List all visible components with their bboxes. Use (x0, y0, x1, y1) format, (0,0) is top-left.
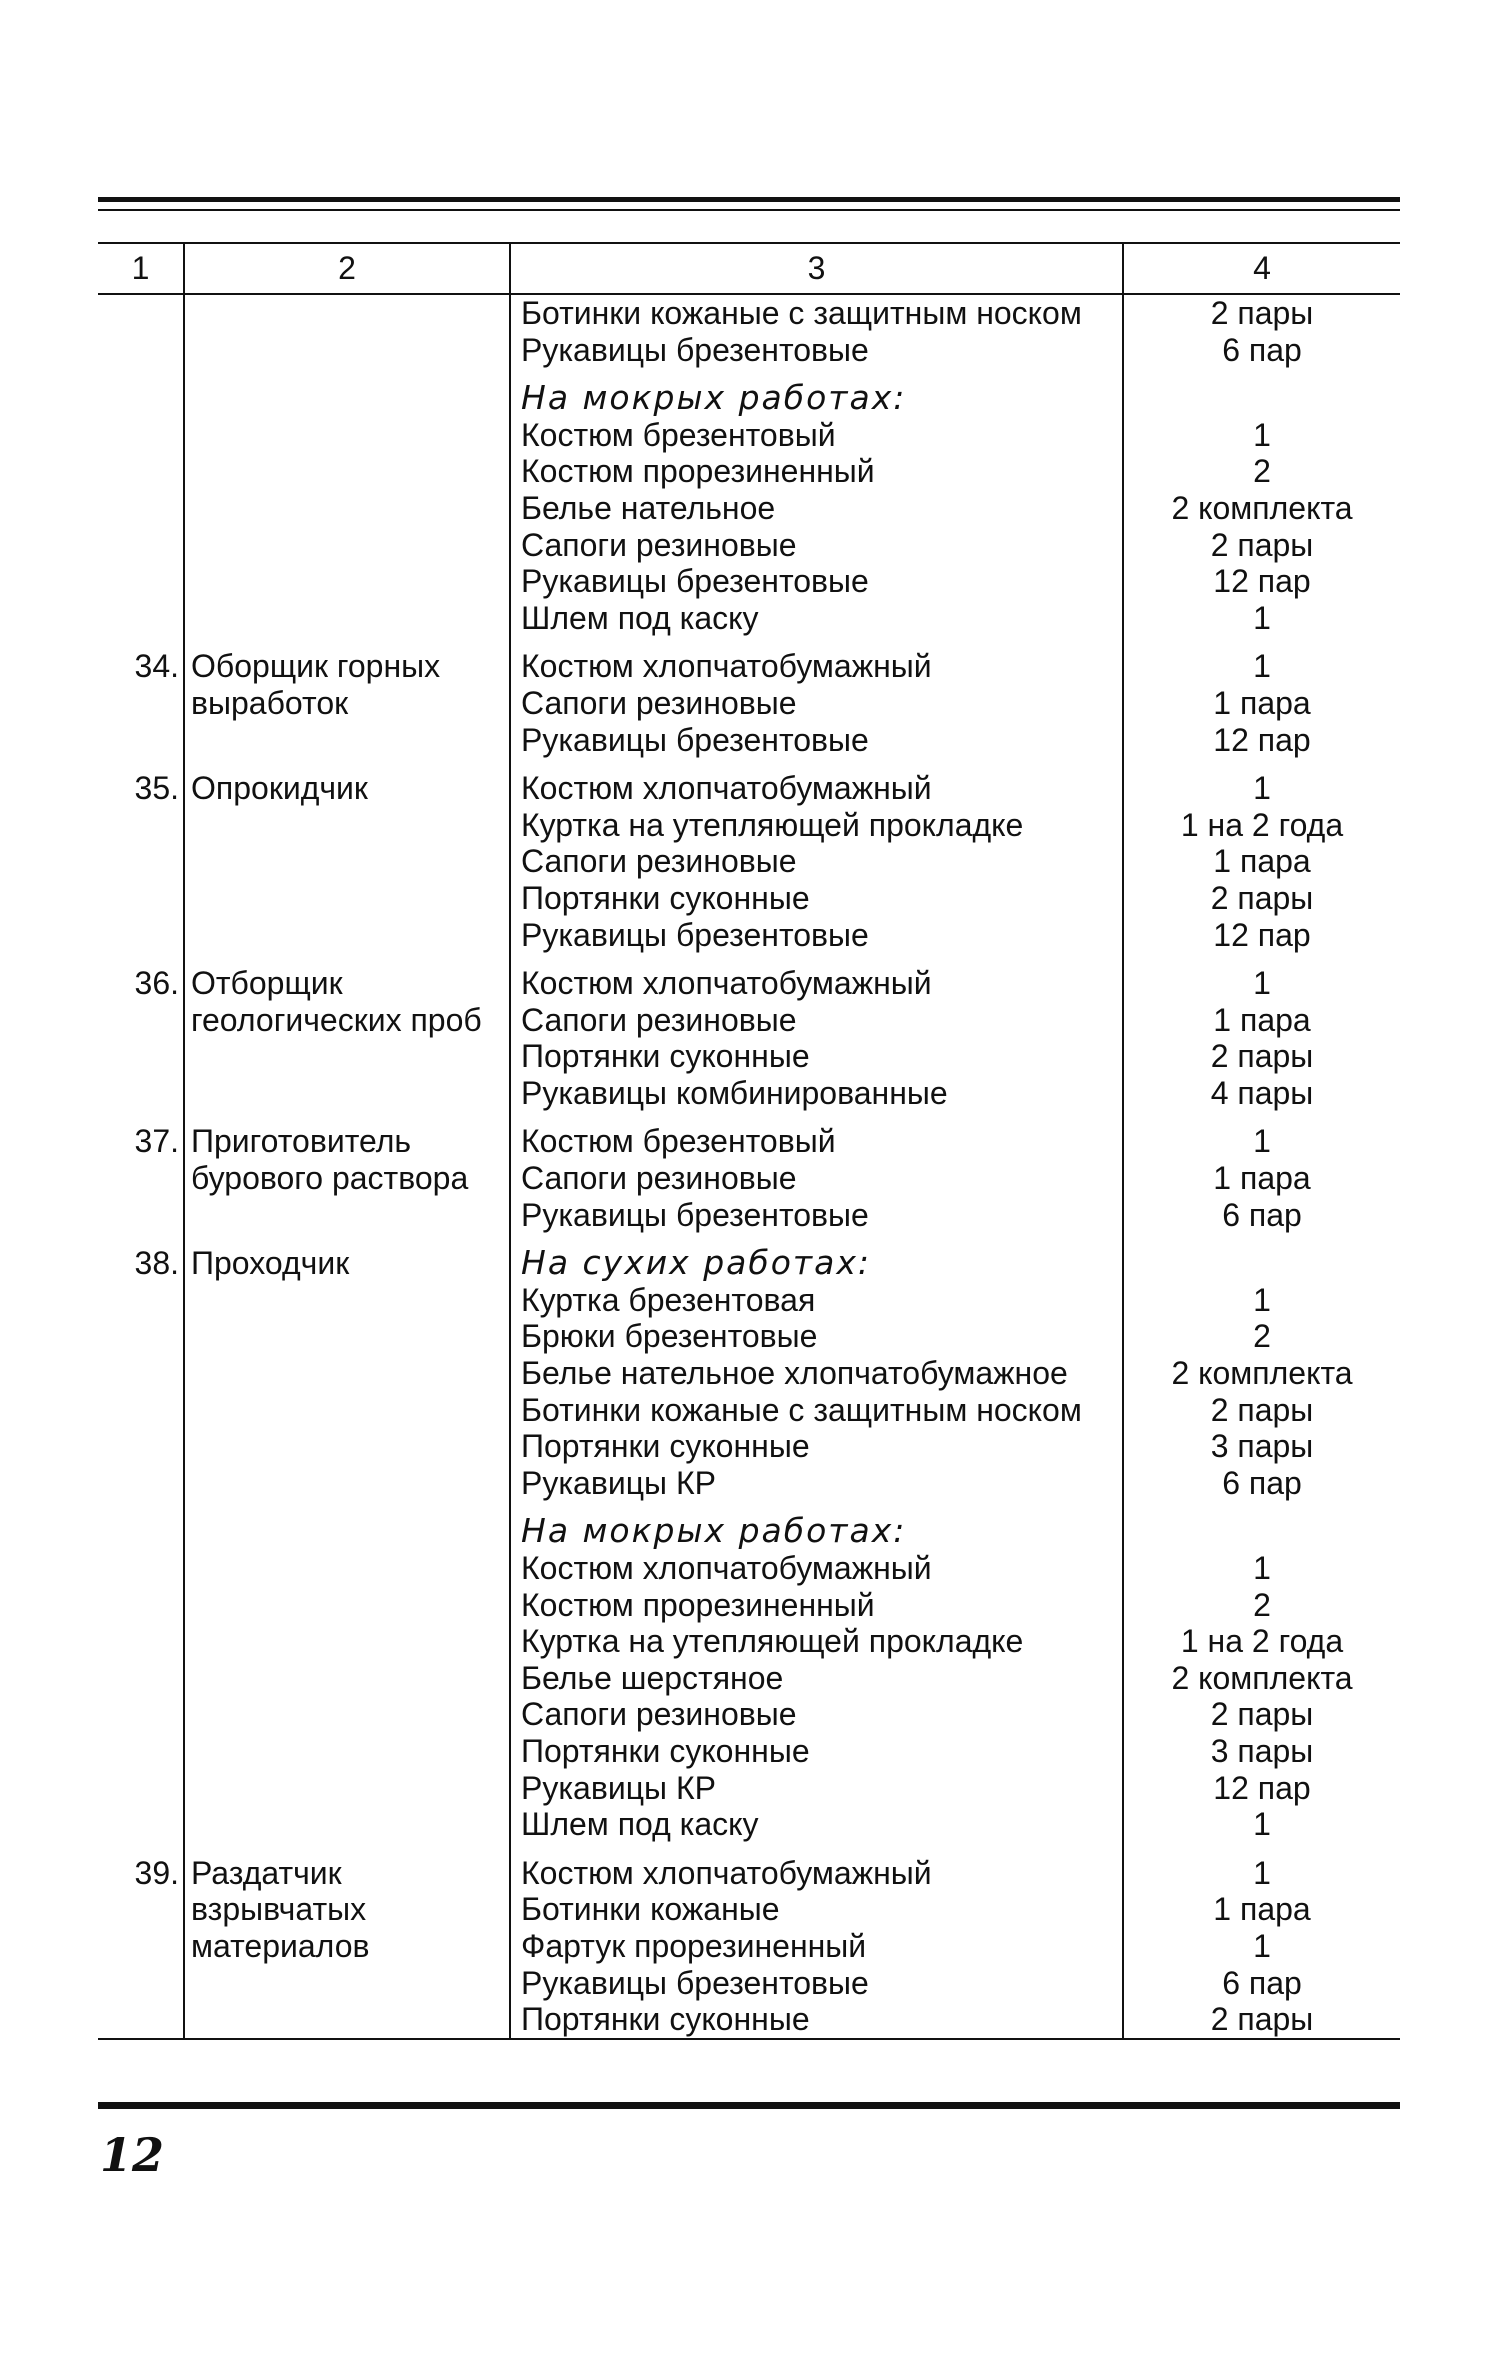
table-body (98, 294, 1400, 2039)
profession-name-line: Приготовитель (191, 1123, 412, 1160)
page-number: 12 (100, 2128, 165, 2182)
item-quantity: 1 пара (1213, 1891, 1311, 1928)
profession-cell (184, 1123, 510, 1245)
row-spacer (1124, 1501, 1400, 1513)
item-name: Ботинки кожаные с защитным носком (521, 295, 1082, 331)
header-col-3: 3 (510, 243, 1123, 294)
item-name: Куртка на утепляющей прокладке (521, 1623, 1024, 1660)
item-name: Куртка брезентовая (521, 1281, 816, 1318)
row-spacer (521, 953, 1122, 965)
quantity-blank (1124, 1245, 1400, 1282)
items-cell (510, 294, 1123, 648)
item-name: Ботинки кожаные (521, 1891, 780, 1928)
item-name: Портянки суконные (521, 1428, 810, 1465)
item-name: Рукавицы брезентовые (521, 721, 869, 758)
item-quantity: 1 (1253, 965, 1271, 1002)
profession-name-line: материалов (191, 1927, 370, 1964)
item-quantity: 1 на 2 года (1180, 806, 1344, 843)
item-name: Костюм хлопчатобумажный (521, 770, 932, 807)
row-number: 39. (134, 1854, 179, 1891)
item-quantity: 2 пары (1210, 1696, 1314, 1733)
item-name: Портянки суконные (521, 2001, 810, 2038)
row-number-cell (98, 965, 184, 1123)
profession-name-line: Опрокидчик (191, 770, 368, 807)
table-row (98, 648, 1400, 770)
item-name: Сапоги резиновые (521, 1696, 797, 1733)
row-spacer (1124, 368, 1400, 380)
clothing-norms-table (98, 242, 1400, 2040)
item-quantity: 1 пара (1213, 684, 1311, 721)
row-spacer (1124, 1111, 1400, 1123)
item-quantity: 1 (1253, 599, 1271, 636)
item-name: Белье шерстяное (521, 1659, 784, 1696)
item-quantity: 1 (1253, 1550, 1271, 1586)
row-spacer (521, 1111, 1122, 1123)
row-spacer (521, 1843, 1122, 1855)
row-spacer (521, 636, 1122, 648)
row-spacer (1124, 758, 1400, 770)
quantity-cell (1123, 965, 1400, 1123)
header-col-4: 4 (1123, 243, 1400, 294)
profession-name-line: выработок (191, 684, 349, 721)
profession-name-line (191, 295, 509, 332)
item-name: Сапоги резиновые (521, 1160, 797, 1197)
items-cell (510, 965, 1123, 1123)
profession-cell (184, 965, 510, 1123)
profession-cell (184, 294, 510, 648)
item-name: Рукавицы брезентовые (521, 563, 869, 600)
item-quantity: 2 пары (1210, 1038, 1314, 1075)
item-quantity: 1 (1253, 1123, 1271, 1160)
quantity-blank (1124, 380, 1400, 417)
item-quantity: 6 пар (1222, 1964, 1302, 2001)
item-name: Фартук прорезиненный (521, 1927, 867, 1964)
item-quantity: 6 пар (1222, 1196, 1302, 1233)
item-quantity: 6 пар (1222, 1464, 1302, 1501)
item-quantity: 1 (1253, 648, 1271, 685)
item-quantity: 1 (1253, 1854, 1271, 1891)
profession-cell (184, 1855, 510, 2039)
items-cell (510, 1123, 1123, 1245)
item-quantity: 12 пар (1213, 563, 1311, 600)
item-quantity: 1 на 2 года (1180, 1623, 1344, 1660)
row-spacer (1124, 636, 1400, 648)
item-quantity: 2 пары (1210, 2001, 1314, 2038)
item-name: Белье нательное (521, 489, 776, 526)
item-quantity: 1 (1253, 416, 1271, 453)
profession-name-line: Проходчик (191, 1245, 350, 1282)
item-quantity: 1 пара (1213, 1160, 1311, 1197)
row-number: 34. (134, 648, 179, 685)
top-rule-thin (98, 209, 1400, 211)
item-name: Рукавицы брезентовые (521, 1196, 869, 1233)
row-number-cell (98, 648, 184, 770)
profession-name-line: Оборщик горных (191, 648, 441, 685)
item-name: Костюм прорезиненный (521, 453, 875, 490)
table-header (98, 243, 1400, 294)
item-quantity: 2 (1253, 1318, 1271, 1355)
item-name: Костюм прорезиненный (521, 1586, 875, 1623)
item-quantity: 1 (1253, 770, 1271, 807)
item-quantity: 2 (1253, 1586, 1271, 1623)
item-name: Куртка на утепляющей прокладке (521, 806, 1024, 843)
item-name: Сапоги резиновые (521, 1001, 797, 1038)
row-number-cell (98, 1855, 184, 2039)
table-row (98, 294, 1400, 648)
item-quantity: 3 пары (1210, 1428, 1314, 1465)
quantity-cell (1123, 1855, 1400, 2039)
item-name: Рукавицы КР (521, 1769, 716, 1806)
item-quantity: 1 (1253, 1927, 1271, 1964)
row-number: 37. (134, 1123, 179, 1160)
profession-cell (184, 770, 510, 965)
item-name: Костюм хлопчатобумажный (521, 648, 932, 685)
item-quantity: 12 пар (1213, 1769, 1311, 1806)
profession-name-line: бурового раствора (191, 1160, 469, 1197)
item-quantity: 2 пары (1210, 1391, 1314, 1428)
table-row (98, 965, 1400, 1123)
item-name: Портянки суконные (521, 1732, 810, 1769)
row-spacer (1124, 1233, 1400, 1245)
row-number-cell (98, 294, 184, 648)
subheading: На сухих работах: (521, 1243, 871, 1283)
profession-name-line: Отборщик (191, 965, 343, 1002)
row-number-cell (98, 1245, 184, 1855)
item-name: Костюм брезентовый (521, 1123, 836, 1160)
item-quantity: 12 пар (1213, 721, 1311, 758)
item-quantity: 2 пары (1210, 526, 1314, 563)
quantity-cell (1123, 770, 1400, 965)
item-name: Шлем под каску (521, 599, 759, 636)
item-name: Костюм хлопчатобумажный (521, 1854, 932, 1891)
item-quantity: 1 (1253, 1281, 1271, 1318)
item-name: Костюм хлопчатобумажный (521, 965, 932, 1002)
row-number (98, 295, 179, 332)
item-quantity: 2 комплекта (1171, 1659, 1353, 1696)
item-quantity: 1 (1253, 1806, 1271, 1843)
items-cell (510, 1855, 1123, 2039)
item-name: Сапоги резиновые (521, 526, 797, 563)
item-name: Рукавицы брезентовые (521, 1964, 869, 2001)
quantity-cell (1123, 648, 1400, 770)
item-quantity: 12 пар (1213, 916, 1311, 953)
top-rule-thick (98, 197, 1400, 202)
subheading: На мокрых работах: (521, 378, 907, 418)
row-spacer (521, 758, 1122, 770)
header-row (98, 243, 1400, 294)
item-name: Рукавицы брезентовые (521, 916, 869, 953)
profession-name-line: Раздатчик (191, 1854, 342, 1891)
profession-cell (184, 1245, 510, 1855)
profession-cell (184, 648, 510, 770)
profession-name-line: взрывчатых (191, 1891, 367, 1928)
row-spacer (1124, 953, 1400, 965)
item-quantity: 1 пара (1213, 1001, 1311, 1038)
row-number: 38. (134, 1245, 179, 1282)
quantity-cell (1123, 1123, 1400, 1245)
table-row (98, 1123, 1400, 1245)
item-quantity: 2 комплекта (1171, 489, 1353, 526)
item-name: Рукавицы комбинированные (521, 1074, 948, 1111)
items-cell (510, 1245, 1123, 1855)
item-quantity: 6 пар (1222, 331, 1302, 368)
item-name: Портянки суконные (521, 1038, 810, 1075)
item-name: Костюм брезентовый (521, 416, 836, 453)
items-cell (510, 770, 1123, 965)
row-number-cell (98, 770, 184, 965)
item-name: Ботинки кожаные с защитным носком (521, 1391, 1082, 1428)
row-number-cell (98, 1123, 184, 1245)
table-row (98, 1245, 1400, 1855)
item-quantity: 3 пары (1210, 1732, 1314, 1769)
item-name: Сапоги резиновые (521, 684, 797, 721)
quantity-cell (1123, 294, 1400, 648)
item-name: Сапоги резиновые (521, 843, 797, 880)
item-name: Портянки суконные (521, 879, 810, 916)
item-name: Рукавицы КР (521, 1464, 716, 1501)
profession-name-line: геологических проб (191, 1001, 482, 1038)
item-quantity: 2 комплекта (1171, 1355, 1353, 1392)
bottom-rule (98, 2102, 1400, 2109)
row-number: 35. (134, 770, 179, 807)
header-col-2: 2 (184, 243, 510, 294)
items-cell (510, 648, 1123, 770)
table-row (98, 1855, 1400, 2039)
subheading: На мокрых работах: (521, 1511, 907, 1551)
item-name: Белье нательное хлопчатобумажное (521, 1355, 1068, 1392)
quantity-blank (1124, 1513, 1400, 1550)
item-name: Шлем под каску (521, 1806, 759, 1843)
item-name: Рукавицы брезентовые (521, 331, 869, 368)
item-quantity: 2 (1253, 453, 1271, 490)
header-col-1: 1 (98, 243, 184, 294)
item-quantity: 4 пары (1210, 1074, 1314, 1111)
table-row (98, 770, 1400, 965)
quantity-cell (1123, 1245, 1400, 1855)
row-number: 36. (134, 965, 179, 1002)
item-name: Брюки брезентовые (521, 1318, 818, 1355)
item-name: Костюм хлопчатобумажный (521, 1550, 932, 1586)
item-quantity: 1 пара (1213, 843, 1311, 880)
item-quantity: 2 пары (1210, 879, 1314, 916)
row-spacer (1124, 1843, 1400, 1855)
item-quantity: 2 пары (1210, 295, 1314, 331)
